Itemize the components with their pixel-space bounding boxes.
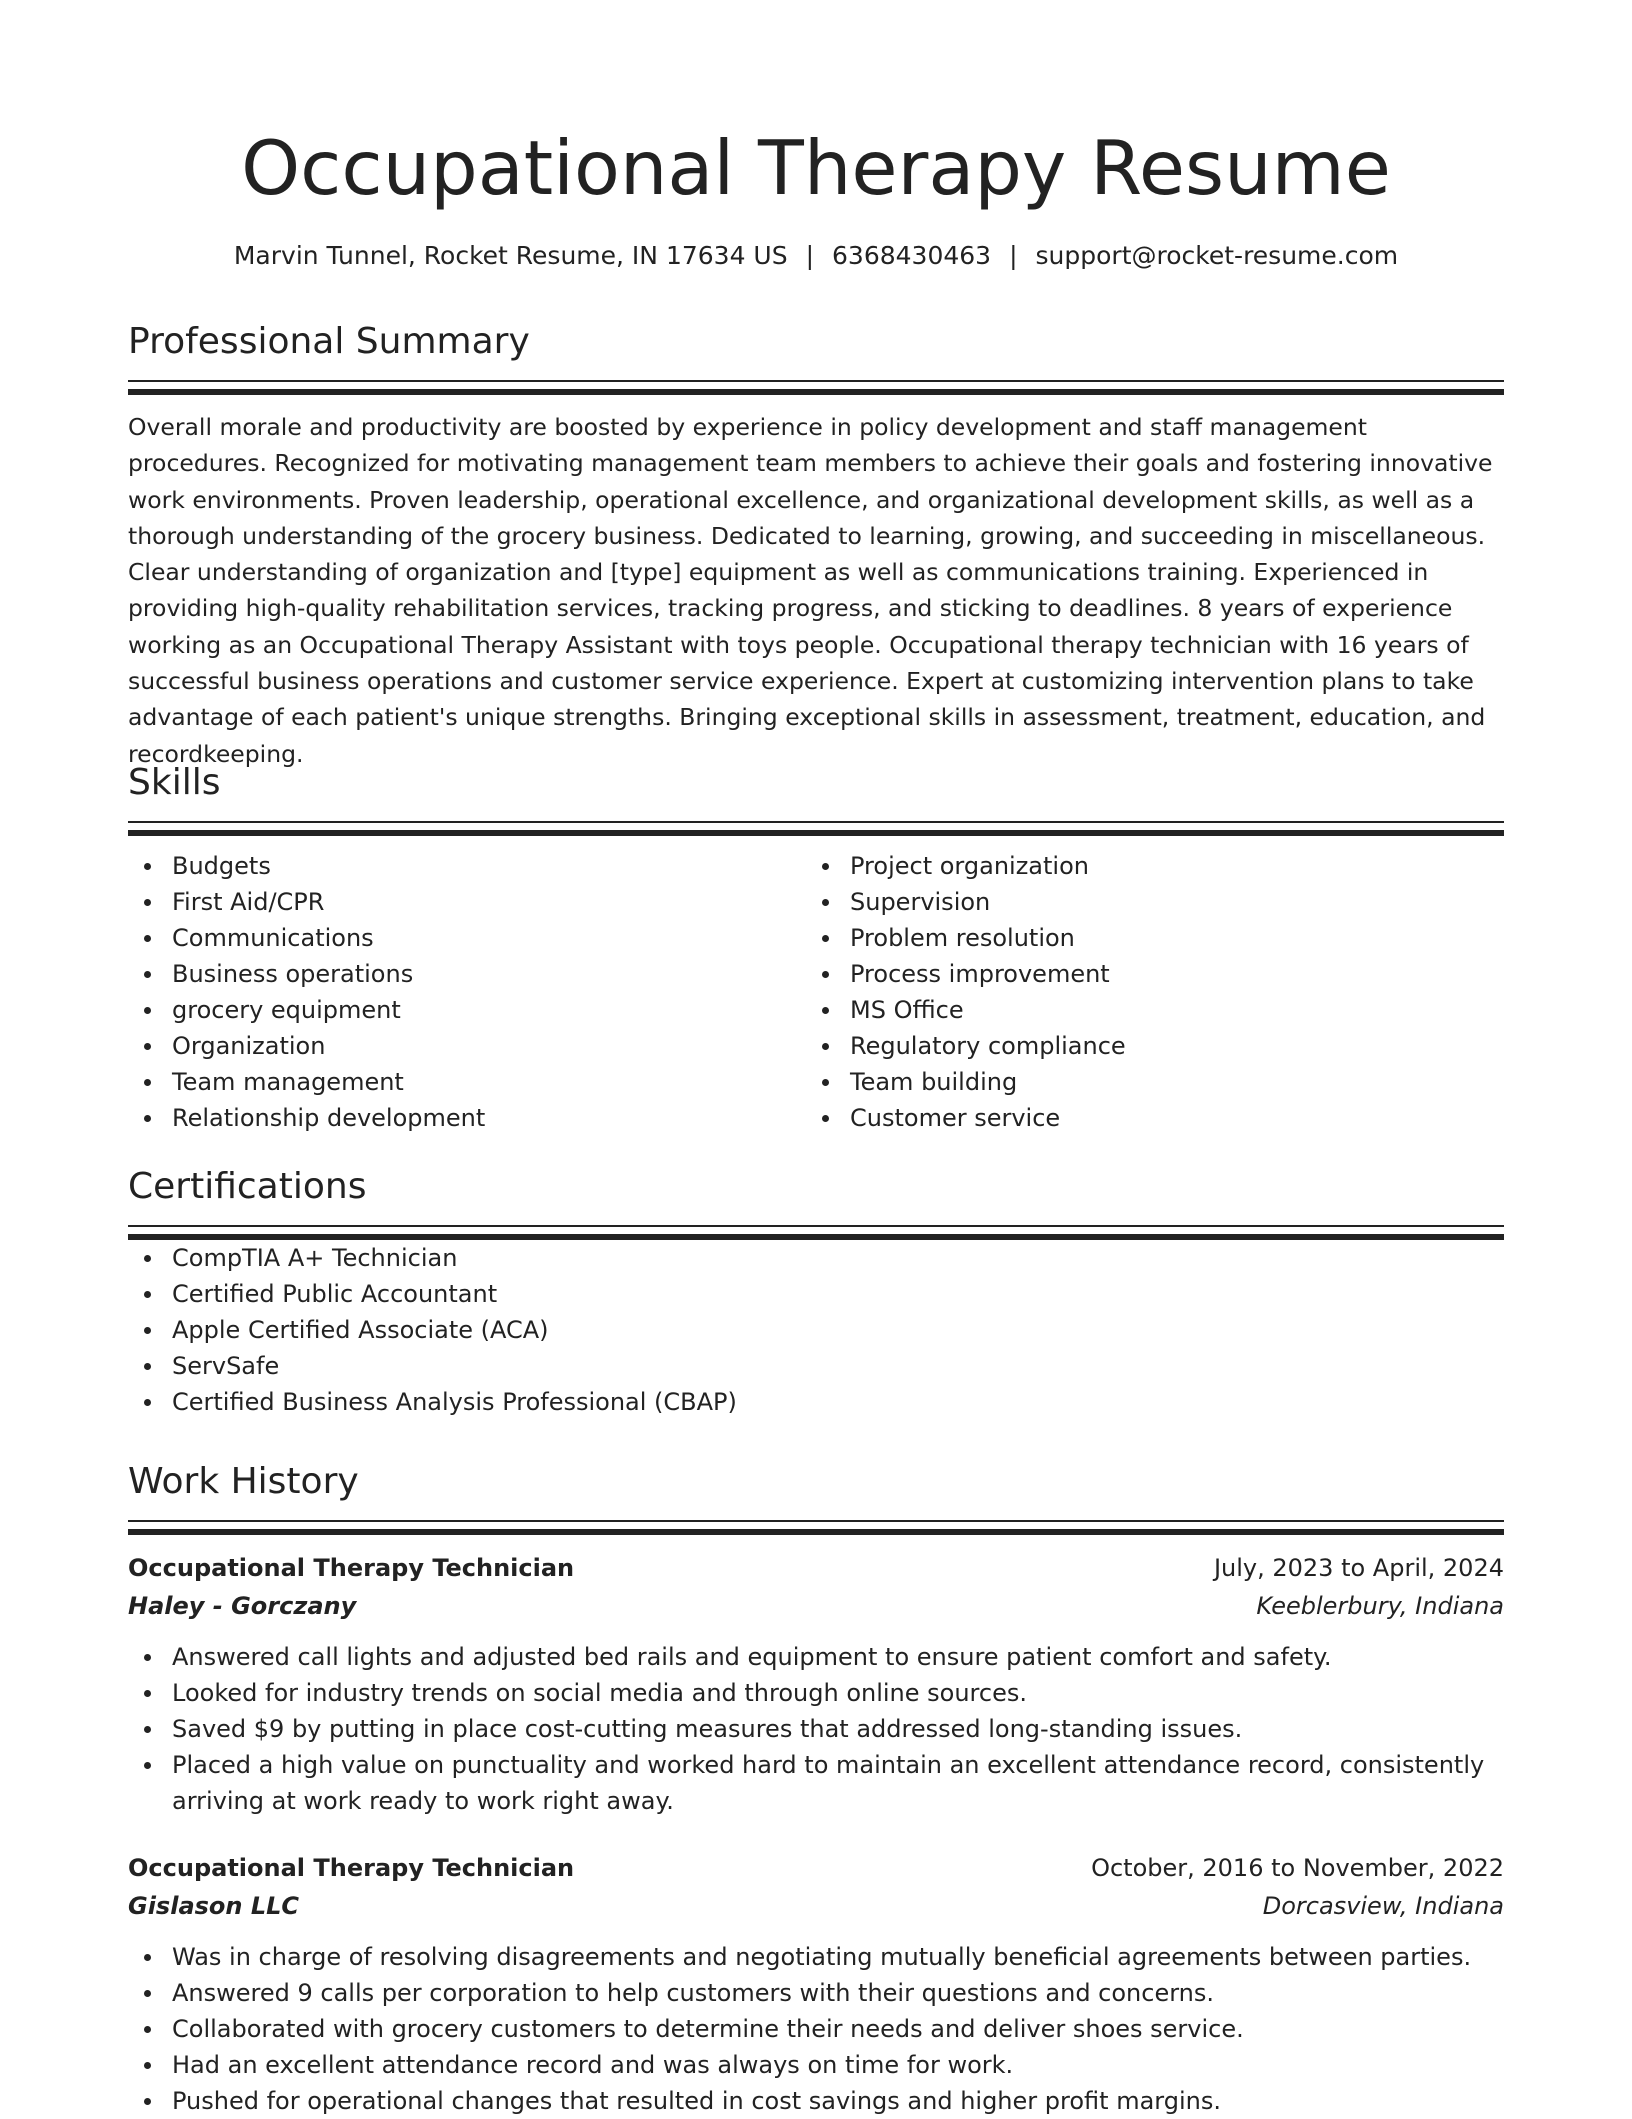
job-company-row <box>128 1887 1504 1925</box>
skill-item: Business operations <box>128 956 788 992</box>
job-duties-list <box>128 1939 1504 2119</box>
job-duty-item: Answered 9 calls per corporation to help customers with their questions and concerns. <box>128 1975 1504 2011</box>
skill-item: Team management <box>128 1064 788 1100</box>
skill-item: Process improvement <box>806 956 1466 992</box>
section-divider <box>128 1520 1504 1535</box>
section-divider <box>128 1225 1504 1240</box>
certifications-section <box>128 1163 1504 1420</box>
summary-section <box>128 318 1504 772</box>
contact-separator: | <box>805 241 815 270</box>
job-duties-list <box>128 1639 1504 1819</box>
job-duty-item: Placed a high value on punctuality and worked hard to maintain an excellent attendance record, consistently arriving at work ready to work right away. <box>128 1747 1504 1819</box>
skill-item: Relationship development <box>128 1100 788 1136</box>
skill-item: Project organization <box>806 848 1466 884</box>
contact-email: support@rocket-resume.com <box>1035 241 1399 270</box>
work-history-section <box>128 1458 1504 2119</box>
skills-columns <box>128 848 1504 1138</box>
certification-item: Certified Public Accountant <box>128 1276 1504 1312</box>
skills-list-right <box>806 848 1466 1136</box>
skill-item: Budgets <box>128 848 788 884</box>
skill-item: MS Office <box>806 992 1466 1028</box>
job-entry <box>128 1549 1504 1819</box>
job-location: Keeblerbury, Indiana <box>1256 1592 1504 1620</box>
skill-item: Regulatory compliance <box>806 1028 1466 1064</box>
section-divider <box>128 380 1504 395</box>
certification-item: CompTIA A+ Technician <box>128 1240 1504 1276</box>
certification-item: Apple Certified Associate (ACA) <box>128 1312 1504 1348</box>
skill-item: First Aid/CPR <box>128 884 788 920</box>
contact-separator: | <box>1009 241 1018 270</box>
job-duty-item: Saved $9 by putting in place cost-cutting measures that addressed long-standing issues. <box>128 1711 1504 1747</box>
job-duty-item: Had an excellent attendance record and was always on time for work. <box>128 2047 1504 2083</box>
job-dates: October, 2016 to November, 2022 <box>1091 1854 1504 1882</box>
job-location: Dorcasview, Indiana <box>1262 1892 1504 1920</box>
job-company: Gislason LLC <box>128 1892 300 1920</box>
job-title: Occupational Therapy Technician <box>128 1854 575 1882</box>
resume-title: Occupational Therapy Resume <box>241 124 1391 212</box>
job-header-row <box>128 1549 1504 1587</box>
certification-item: Certified Business Analysis Professional (CBAP) <box>128 1384 1504 1420</box>
certifications-heading: Certifications <box>128 1166 367 1207</box>
job-header-row <box>128 1849 1504 1887</box>
contact-address: Marvin Tunnel, Rocket Resume, IN 17634 US <box>233 241 788 270</box>
skill-item: Problem resolution <box>806 920 1466 956</box>
job-duty-item: Was in charge of resolving disagreements and negotiating mutually beneficial agreements between parties. <box>128 1939 1504 1975</box>
work-history-heading: Work History <box>128 1461 359 1502</box>
skill-item: grocery equipment <box>128 992 788 1028</box>
certifications-list <box>128 1240 1504 1420</box>
job-entry <box>128 1849 1504 2119</box>
job-duty-item: Collaborated with grocery customers to determine their needs and deliver shoes service. <box>128 2011 1504 2047</box>
job-company-row <box>128 1587 1504 1625</box>
job-duty-item: Pushed for operational changes that resulted in cost savings and higher profit margins. <box>128 2083 1504 2119</box>
job-duty-item: Answered call lights and adjusted bed rails and equipment to ensure patient comfort and safety. <box>128 1639 1504 1675</box>
skill-item: Organization <box>128 1028 788 1064</box>
skills-section <box>128 759 1504 1138</box>
job-duty-item: Looked for industry trends on social media and through online sources. <box>128 1675 1504 1711</box>
summary-heading: Professional Summary <box>128 321 530 362</box>
skills-heading: Skills <box>128 762 221 803</box>
job-dates: July, 2023 to April, 2024 <box>1213 1554 1504 1582</box>
skills-list-left <box>128 848 788 1136</box>
skill-item: Supervision <box>806 884 1466 920</box>
section-divider <box>128 821 1504 836</box>
contact-phone: 6368430463 <box>832 241 992 270</box>
skill-item: Customer service <box>806 1100 1466 1136</box>
job-company: Haley - Gorczany <box>128 1592 357 1620</box>
job-title: Occupational Therapy Technician <box>128 1554 575 1582</box>
skill-item: Communications <box>128 920 788 956</box>
certification-item: ServSafe <box>128 1348 1504 1384</box>
summary-text: Overall morale and productivity are boosted by experience in policy development and staff management procedures. Recognized for motivating management team members to achieve their goals and fostering innovative work environments. Proven leadership, operational excellence, and organizational development skills, as well as a thorough understanding of the grocery business. Dedicated to learning, growing, and succeeding in miscellaneous. Clear understanding of organization and [type] equipment as well as communications training. Experienced in providing high-quality rehabilitation services, tracking progress, and sticking to deadlines. 8 years of experience working as an Occupational Therapy Assistant with toys people. Occupational therapy technician with 16 years of successful business operations and customer service experience. Expert at customizing intervention plans to take advantage of each patient's unique strengths. Bringing exceptional skills in assessment, treatment, education, and recordkeeping. <box>128 413 1493 768</box>
skill-item: Team building <box>806 1064 1466 1100</box>
contact-line <box>128 238 1504 274</box>
